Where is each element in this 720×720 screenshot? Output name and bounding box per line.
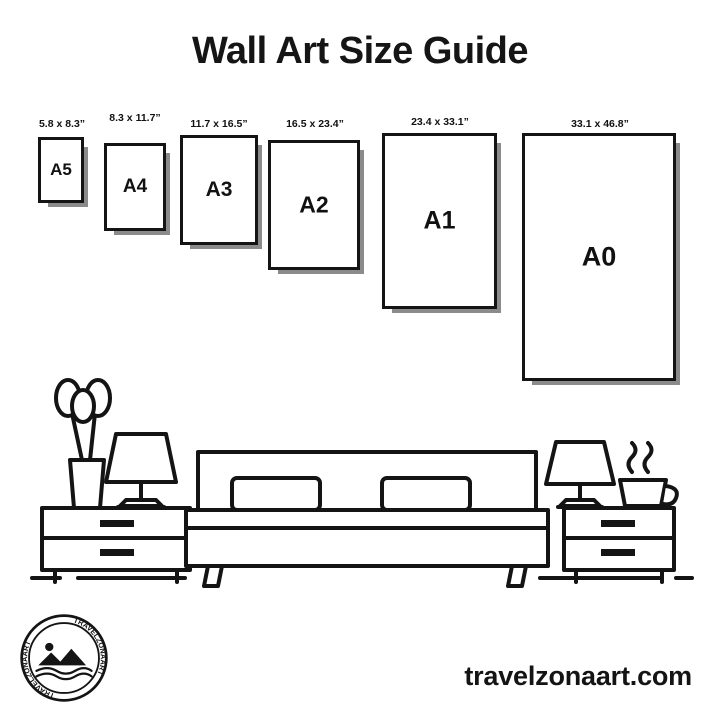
frame-label-a1: A1: [423, 206, 456, 235]
frame-label-a4: A4: [122, 176, 148, 197]
frame-label-a5: A5: [50, 160, 72, 179]
frame-label-a0: A0: [581, 241, 617, 272]
page-title: Wall Art Size Guide: [191, 30, 529, 72]
frame-label-a3: A3: [205, 178, 233, 201]
frame-dimension-a4: 8.3 x 11.7”: [109, 112, 161, 124]
svg-text:TRAVELZONAART: TRAVELZONAART: [72, 615, 108, 677]
bed: [186, 452, 548, 586]
frame-dimension-a1: 23.4 x 33.1”: [411, 116, 469, 128]
svg-text:TRAVELZONAART: TRAVELZONAART: [20, 639, 56, 701]
brand-logo: [18, 612, 110, 704]
vase-with-plant: [56, 380, 110, 508]
left-table-lamp: [106, 434, 176, 507]
right-table-lamp: [546, 442, 614, 507]
frame-dimension-a3: 11.7 x 16.5”: [190, 118, 248, 130]
frame-dimension-a0: 33.1 x 46.8”: [571, 118, 629, 130]
frame-dimension-a2: 16.5 x 23.4”: [286, 118, 344, 130]
frame-label-a2: A2: [299, 191, 329, 218]
frame-dimension-a5: 5.8 x 8.3”: [38, 118, 86, 130]
right-nightstand: [564, 508, 674, 582]
coffee-cup: [620, 443, 677, 506]
website-url[interactable]: travelzonaart.com: [464, 661, 692, 691]
left-nightstand: [42, 508, 190, 582]
